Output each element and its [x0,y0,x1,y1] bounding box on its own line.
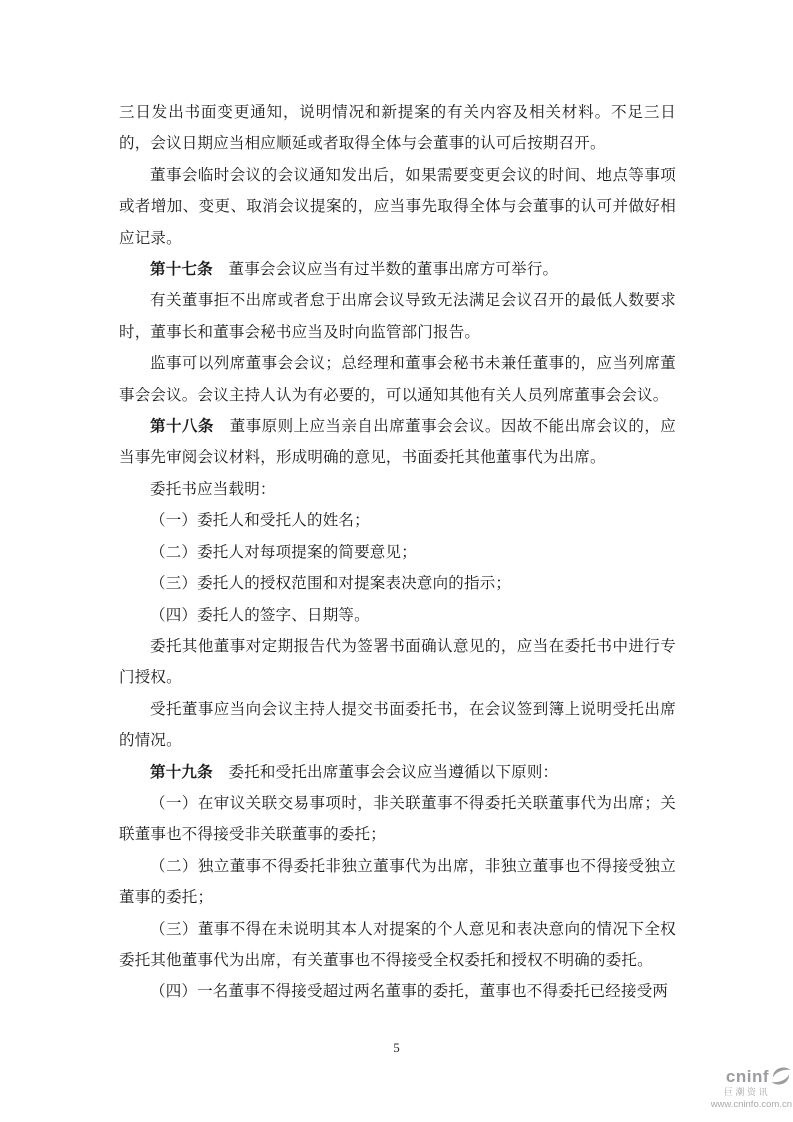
article-text: 董事原则上应当亲自出席董事会会议。因故不能出席会议的，应当事先审阅会议材料，形成明确的意见，书面委托其他董事代为出席。 [119,418,676,467]
article-paragraph [119,757,676,788]
cninfo-brand-row [702,1066,792,1086]
list-item: （三）委托人的授权范围和对提案表决意向的指示； [150,575,512,593]
list-item: （三）董事不得在未说明其本人对提案的个人意见和表决意向的情况下全权委托其他董事代为出席，有关董事也不得接受全权委托和授权不明确的委托。 [119,920,676,969]
list-item: （一）在审议关联交易事项时，非关联董事不得委托关联董事代为出席；关联董事也不得接受非关联董事的委托； [119,794,676,844]
cninfo-swirl-icon [770,1066,792,1086]
article-text: 委托和受托出席董事会会议应当遵循以下原则： [212,763,559,781]
page-number: 5 [393,1040,400,1055]
list-item: （四）委托人的签字、日期等。 [150,606,370,624]
article-paragraph [119,254,676,285]
article-number: 第十七条 [150,261,213,279]
cninfo-logo [702,1066,792,1110]
list-item: （二）委托人对每项提案的简要意见； [150,543,417,561]
list-item: （二）独立董事不得委托非独立董事代为出席，非独立董事也不得接受独立董事的委托； [119,857,676,907]
article-number: 第十九条 [150,763,213,781]
article-text: 董事会会议应当有过半数的董事出席方可举行。 [212,261,559,279]
list-item: （一）委托人和受托人的姓名； [150,512,370,530]
paragraph: 董事会临时会议的会议通知发出后，如果需要变更会议的时间、地点等事项或者增加、变更、取消会议提案的，应当事先取得全体与会董事的认可并做好相应记录。 [119,166,676,247]
cninfo-subtitle: 巨潮资讯 [723,1087,770,1097]
paragraph: 委托其他董事对定期报告代为签署书面确认意见的，应当在委托书中进行专门授权。 [119,637,676,687]
article-number: 第十八条 [150,418,214,436]
article-paragraph [119,411,676,474]
paragraph: 三日发出书面变更通知，说明情况和新提案的有关内容及相关材料。不足三日的，会议日期应当相应顺延或者取得全体与会董事的认可后按期召开。 [119,104,676,153]
paragraph: 有关董事拒不出席或者怠于出席会议导致无法满足会议召开的最低人数要求时，董事长和董事会秘书应当及时向监管部门报告。 [119,292,676,341]
cninfo-url: www.cninfo.com.cn [710,1099,792,1110]
paragraph: 受托董事应当向会议主持人提交书面委托书，在会议签到簿上说明受托出席的情况。 [119,700,676,750]
cninfo-brand-text: cninf [725,1066,769,1086]
paragraph: 委托书应当载明： [150,480,276,498]
list-item: （四）一名董事不得接受超过两名董事的委托，董事也不得委托已经接受两 [150,983,669,1001]
document-body [119,97,676,1008]
paragraph: 监事可以列席董事会会议；总经理和董事会秘书未兼任董事的，应当列席董事会会议。会议主持人认为有必要的，可以通知其他有关人员列席董事会会议。 [119,355,676,404]
